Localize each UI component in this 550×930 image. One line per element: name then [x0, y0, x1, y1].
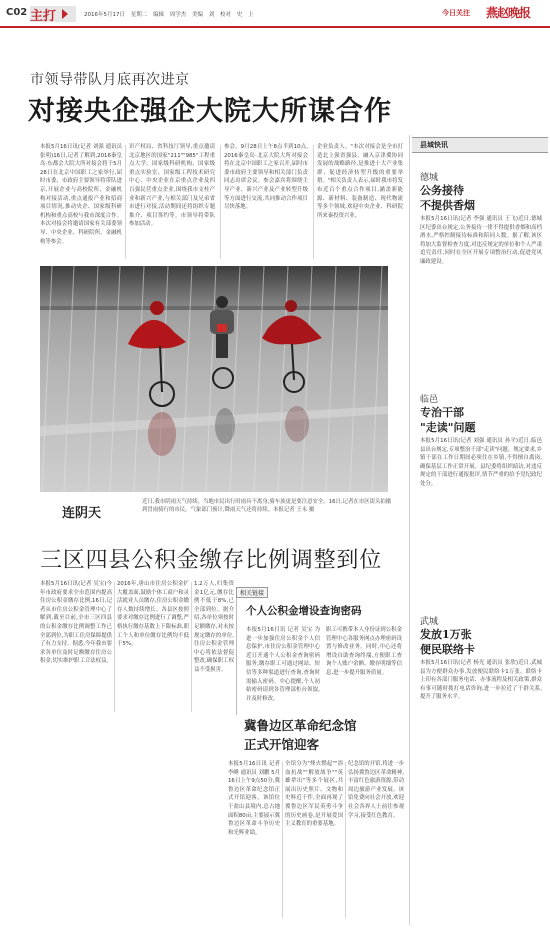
sidebar-item-location: 德城	[420, 173, 439, 183]
sidebar-item-text: 本报5月16日讯(记者 李强 通讯员 王飞)近日,德城区纪委出台规定,公务接待一律不得提供香烟和高档酒水,严格控制接待标准和陪同人数。据了解,该区将加大监督检查力度,对违反规定的单位和个人严肃追究责任,同时在全区开展专项整治行动,促进党风廉政建设。	[420, 216, 542, 265]
column-rule	[345, 762, 346, 918]
main-body-col2: 识产权局、省科技厅领导,重点邀请北京地区的国家"211""985"工程重点大学、国家级科研机构、国家级重点实验室、国家级工程技术研究中心、中央企业在京重点企业及四百强民营重点企业,围绕我市支柱产业和新兴产业,与相关部门及兄弟省市进行对接,活动期间还将组织专题推介、项目签约等。市领导将带队参加活动。	[129, 144, 215, 228]
sidebar-title-line: 专治干部	[420, 406, 464, 419]
sidebar-rule	[409, 135, 410, 925]
sidebar-title-line: 公务接待	[420, 184, 464, 197]
photo-title: 连阴天	[62, 506, 102, 521]
sidebar-tag-label: 县域快讯	[420, 141, 448, 149]
column-rule	[313, 145, 314, 259]
article3-headline-line1: 冀鲁边区革命纪念馆	[244, 718, 357, 733]
column-rule	[191, 582, 192, 712]
sidebar-title-line: 不提供香烟	[420, 199, 475, 212]
date-line: 2016年5月17日 星期二 编辑 周学杰 美编 刘 校对 史 上	[84, 12, 254, 18]
article2-col1: 本报5月16日讯(记者 吴宝)今年市政府要求全市范围内提高住房公积金缴存比例,16日,记者从市住房公积金管理中心了解到,截至目前,全市三区四县的公积金缴存比例调整工作已全部到位,为职工住房保障提供了有力支持。据悉,今年我市要求各单位及时足额缴存住房公积金,切实维护职工合法权益。	[40, 581, 112, 665]
sidebar-title-line: 发放1万张	[420, 628, 472, 641]
main-body-col4: 企业负责人。"本次对接会是全市打造北上强省强县、融入京津冀协同发展的战略路径,是推进十大产业集群、促进经济转型升级的重要举措。"相关负责人表示,届时我市将发布近百个重点合作项目,涵盖新能源、新材料、装备制造、现代物流等多个领域,欢迎中央企业、科研院所来秦投资兴业。	[317, 144, 403, 219]
article2-col3: 1.2万人,归集资金1亿元,缴存比例不低于8%,已全部到位。据介绍,各单位须按时足额缴存,对未按规定缴存的单位,住房公积金管理中心将依法督促整改,确保职工权益不受损害。	[194, 581, 234, 673]
main-body-col3: 参会。9月28日上午8点半到10点,2016秦皇岛·北京大院大所对接会将在北京中国职工之家召开,届时市委市政府主要领导和相关部门负责同志出席会议。参会嘉宾将围绕主导产业、新兴产业及产业转型升级等方面进行交流,共同推动合作项目尽快落地。	[224, 144, 308, 211]
related-link-title: 个人公积金增设查询密码	[246, 605, 362, 617]
article3-col1: 本报5月16日讯 记者 李峰 通讯员 刘鹏 5月16日上午9点50分,冀鲁边区革命纪念馆正式开馆迎客。该馆位于盐山县境内,总占地面积80亩,主要展示冀鲁边区革命斗争历史和光辉业绩。	[228, 761, 280, 836]
sidebar-title-line: "走读"问题	[420, 421, 476, 434]
sidebar-item-title	[420, 405, 475, 435]
header-rule	[0, 26, 550, 28]
related-link-tag: 相关链接	[236, 587, 268, 598]
article3-col2: 全馆分为"烽火燃起""浴血抗战""解放战争""英雄辈出"等多个展区,共展出历史照片、文物和史料近千件,全面再现了冀鲁边区军民英勇斗争的历史画卷,是开展爱国主义教育的重要基地。	[285, 761, 343, 828]
paper-logo: 燕赵晚报	[486, 6, 531, 20]
related-body-col1: 本报5月16日讯 记者 吴宝 为进一步加强住房公积金个人信息保护,市住房公积金管理中心近日开通个人公积金查询密码服务,缴存职工可通过网站、短信等多种渠道进行查询,查询时需输入密码。中心提醒,个人初始密码请到各管理部柜台领取,并及时修改。	[246, 627, 320, 702]
feature-label: 今日关注	[442, 9, 470, 17]
news-photo	[40, 266, 388, 492]
main-body-col1: 本报5月16日讯(记者 刘强 通讯员 张明)16日,记者了解到,2016秦皇岛·东都会大院大所对接会将于5月28日在北京中国职工之家举行,届时市委、市政府主要领导将带队进京,开展企业与高校院所、金融机构对接活动,重点通报产业和招商项目情况,推动央企、国家级科研机构和重点高校与我市深度合作。本次对接会将邀请国家有关部委领导、中央企业、科研院所、金融机构等参会。	[40, 144, 122, 245]
section-label: 主打	[30, 9, 57, 24]
article2-headline: 三区四县公积金缴存比例调整到位	[40, 548, 383, 573]
sidebar-title-line: 便民联络卡	[420, 643, 475, 656]
sidebar-item-text: 本报5月16日讯(记者 杨光 通讯员 张欣)近日,武城县为方便群众办事,发放便民联络卡1万张。联络卡上印有各部门服务电话、办事流程及相关政策,群众有事可随时拨打电话咨询,进一步拉近了干群关系,提升了服务水平。	[420, 660, 542, 701]
article3-headline-line2: 正式开馆迎客	[244, 737, 320, 752]
sidebar-item-title	[420, 183, 475, 213]
related-box-rule	[236, 589, 237, 715]
photo-caption: 近日,我市阴雨天气持续。当地市民出行时雨具不离身,骑车族更是要注意安全。16日,记者在市区街头拍摄到冒雨骑行的市民。气象部门预计,降雨天气还将持续。本报记者 王永 摄	[142, 499, 392, 514]
main-headline: 对接央企强企大院大所谋合作	[28, 96, 392, 127]
article3-headline	[244, 716, 357, 754]
column-rule	[282, 762, 283, 918]
section-arrow-icon	[62, 9, 68, 19]
sidebar-item-title	[420, 627, 475, 657]
article2-col2: 2016年,唐山市住房公积金扩大覆盖面,鼓励个体工商户和灵活就业人员缴存,住房公积金缴存人数持续增长。各县区按照要求对缴存比例进行了调整,严格执行缴存基数上下限标准,职工个人和单位缴存比例均不低于5%。	[117, 581, 189, 648]
column-rule	[114, 582, 115, 712]
sidebar-item-location: 临邑	[420, 395, 439, 405]
column-rule	[125, 145, 126, 259]
sidebar-item-location: 武城	[420, 617, 439, 627]
column-rule	[220, 145, 221, 259]
article3-col3: 纪念馆的开馆,将进一步弘扬冀鲁边区革命精神,丰富红色旅游资源,带动周边旅游产业发展。该馆免费向社会开放,欢迎社会各界人士前往参观学习,接受红色教育。	[348, 761, 404, 819]
main-kicker: 市领导带队月底再次进京	[30, 72, 190, 88]
related-body-col2: 职工可携带本人身份证到公积金管理中心各服务网点办理密码设置与修改业务。同时,中心还将增设自助查询终端,方便职工查询个人账户余额、缴存明细等信息,进一步提升服务质量。	[326, 627, 402, 676]
page-number: C02	[6, 7, 28, 18]
sidebar-item-text: 本报5月16日讯(记者 刘强 通讯员 孙平)近日,临邑县出台规定,专项整治干部"走读"问题。规定要求,乡镇干部在工作日期间必须住在乡镇,不得擅自离岗,确保基层工作正常开展。县纪委将组织暗访,对违反规定的干部进行通报批评,情节严重的给予党纪政纪处分。	[420, 438, 542, 487]
